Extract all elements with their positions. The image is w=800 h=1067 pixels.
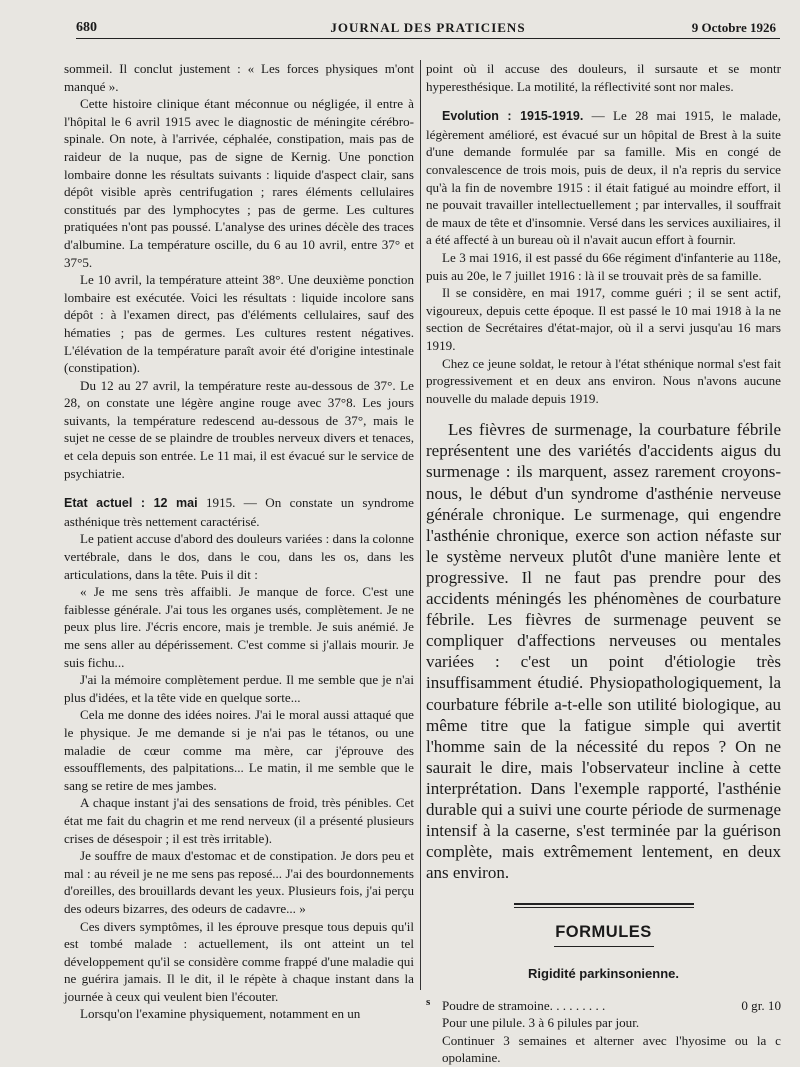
paragraph: Ces divers symptômes, il les éprouve presque tous depuis qu'il est tombé malade : actuellement, ils ont atteint un tel développement qu'il se considère comme frappé d'une maladie qui ne guérira jamais. Il le dit, il le répète à chaque instant dans la journée à ceux qui veulent bien l'écouter. [64,918,414,1004]
formula-recipe [426,997,781,1067]
paragraph: Du 12 au 27 avril, la température reste au-dessous de 37°. Le 28, on constate une légère angine rouge avec 37°8. Les jours suivants, la température redescend au-dessous de 37°, mais le sujet ne cesse de se plaindre de troubles nerveux divers et tenaces, et cela depuis son entrée. Le 11 mai, il est évacué sur le service de psychiatrie. [64,377,414,481]
page-header [76,18,780,39]
etat-actuel-paragraph [64,494,414,530]
commentary-paragraph: Les fièvres de surmenage, la courbature fébrile représentent une des variétés d'accidents aigus du surmenage : ils marquent, assez rarement croyons-nous, le début d'un syndrome d'asthénie nerveuse générale chronique. Le surmenage, qui engendre l'asthénie chronique, exerce son action néfaste sur le système nerveux plutôt d'une manière lente et progressive. Il ne faut pas prendre pour des accidents méningés les phénomènes de courbature fébrile. Les fièvres de surmenage peuvent se compliquer d'affections nerveuses ou mentales variées : c'est un point d'étiologie très insuffisamment étudié. Physiopathologiquement, la courbature fébrile a-t-elle son utilité biologique, au même titre que la fatigue simple qui avertit l'homme sain de la nécessité du repos ? On ne saurait le dire, mais l'observateur incline à cette interprétation. Dans l'exemple rapporté, l'asthénie durable qui a suivi une courte période de surmenage intensif à la caserne, s'est terminée par la guérison complète, mais extrêmement lentement, en deux ans environ. [426,420,781,883]
etat-actuel-text: 1915. — On constate un syndrome asthénique très nettement caractérisé. [64,495,414,529]
paragraph: Cela me donne des idées noires. J'ai le moral aussi attaqué que le physique. Je me demande si je n'ai pas le tétanos, ou une maladie de cœur comme ma mère, car j'éprouve des essoufflements, des palpitations... Le matin, il me semble que le sang se retire de mes jambes. [64,707,414,793]
paragraph: Le 3 mai 1916, il est passé du 66e régiment d'infanterie au 118e, puis au 20e, le 7 juillet 1916 : là il se trouvait près de sa famille. [426,249,781,283]
formules-title: FORMULES [426,924,781,947]
instruction-line: Continuer 3 semaines et alterner avec l'hyosime ou la c opolamine. [442,1032,781,1066]
dot-leader: . . . . . . . . . [549,997,606,1013]
left-column [64,60,414,1023]
paragraph: A chaque instant j'ai des sensations de froid, très pénibles. Cet état me fait du chagrin et me rend nerveux (il a présenté plusieurs crises de désespoir ; il est très irritable). [64,795,414,846]
column-divider [420,60,421,990]
paragraph: Le 10 avril, la température atteint 38°. Une deuxième ponction lombaire est exécutée. Voici les résultats : liquide incolore sans dépôt : à l'examen direct, pas d'éléments cellulaires, sauf des hématies ; pas de germes. Les cultures restent négatives. L'élévation de la température paraît avoir été d'origine intestinale (constipation). [64,272,414,376]
paragraph: « Je me sens très affaibli. Je manque de force. C'est une faiblesse générale. J'ai tous les organes usés, complètement. Je ne peux plus lire. J'écris encore, mais je tremble. Je suis anémié. Je me sens aller au dépérissement. C'est comme si j'allais mourir. Je suis fichu... [64,584,414,670]
paragraph: Cette histoire clinique étant méconnue ou négligée, il entre à l'hôpital le 6 avril 1915 avec le diagnostic de méningite cérébro-spinale. On note, à l'arrivée, céphalée, constipation, mais pas de raideur de la nuque, pas de signe de Kernig. Une ponction lombaire donne les résultats suivants : liquide d'aspect clair, sans dépôt visible après centrifugation ; rares éléments cellulaires constitués par des lymphocytes ; pas de germe. Les cultures pratiquées n'ont pas poussé. L'analyse des urines décèle des traces d'albumine. La température oscille, du 6 au 10 avril, entre 37° et 37°5. [64,96,414,270]
issue-date: 9 Octobre 1926 [691,20,776,35]
ingredient: Poudre de stramoine [442,997,550,1013]
paragraph: Il se considère, en mai 1917, comme guéri ; il se sent actif, vigoureux, depuis cette époque. Il est passé le 10 mai 1918 à la ne section de Secrétaires d'état-major, où il a servi jusqu'au 16 mars 1919. [426,285,781,353]
paragraph: Le patient accuse d'abord des douleurs variées : dans la colonne vertébrale, dans le dos, dans le cou, dans les os, dans les articulations, dans la tête. Puis il dit : [64,531,414,582]
commentary-block [426,419,781,883]
paragraph: Je souffre de maux d'estomac et de constipation. Je dors peu et mal : au réveil je ne me sens pas reposé... J'ai des bourdonnements d'oreilles, des brouillards devant les yeux. Plusieurs fois, j'ai perçu des odeurs bizarres, des odeurs de cadavre... » [64,848,414,916]
paragraph: sommeil. Il conclut justement : « Les forces physiques m'ont manqué ». [64,61,414,94]
paragraph: J'ai la mémoire complètement perdue. Il me semble que je n'ai plus d'idées, et la tête vide en quelque sorte... [64,672,414,705]
evolution-text: — Le 28 mai 1915, le malade, légèrement amélioré, est évacué sur un hôpital de Brest à la suite d'une demande formulée par sa famille. Mis en congé de convalescence de trois mois, puis de deux, il n'a repris du service qu'à la fin de novembre 1915 : il était fatigué au moindre effort, il ne pouvait travailler intellectuellement ; par intervalles, il souffrait de maux de tête et d'insomnie. Versé dans les services auxiliaires, il a été affecté à un bureau où il n'avait aucun effort à fournir. [426,108,781,248]
evolution-paragraph [426,107,781,249]
paragraph: Chez ce jeune soldat, le retour à l'état sthénique normal s'est fait progressivement et en deux ans environ. Nous n'avons aucune nouvelle du malade depuis 1919. [426,355,781,406]
footer-mark: s [426,996,431,1008]
ingredient-line [442,997,781,1015]
evolution-heading: Evolution : 1915-1919. [442,109,584,124]
right-column [426,60,781,1067]
journal-title: JOURNAL DES PRATICIENS [330,20,526,35]
paragraph: point où il accuse des douleurs, il sursaute et se montr hyperesthésique. La motilité, la réflectivité sont nor males. [426,61,781,94]
paragraph: Lorsqu'on l'examine physiquement, notamment en un [80,1006,361,1022]
etat-actuel-heading: Etat actuel : 12 mai [64,496,198,511]
dose: 0 gr. 10 [741,997,781,1013]
instruction-line: Pour une pilule. 3 à 6 pilules par jour. [442,1015,640,1031]
section-divider [514,903,694,908]
formula-subtitle: Rigidité parkinsonienne. [528,965,679,981]
page-number: 680 [76,20,97,35]
